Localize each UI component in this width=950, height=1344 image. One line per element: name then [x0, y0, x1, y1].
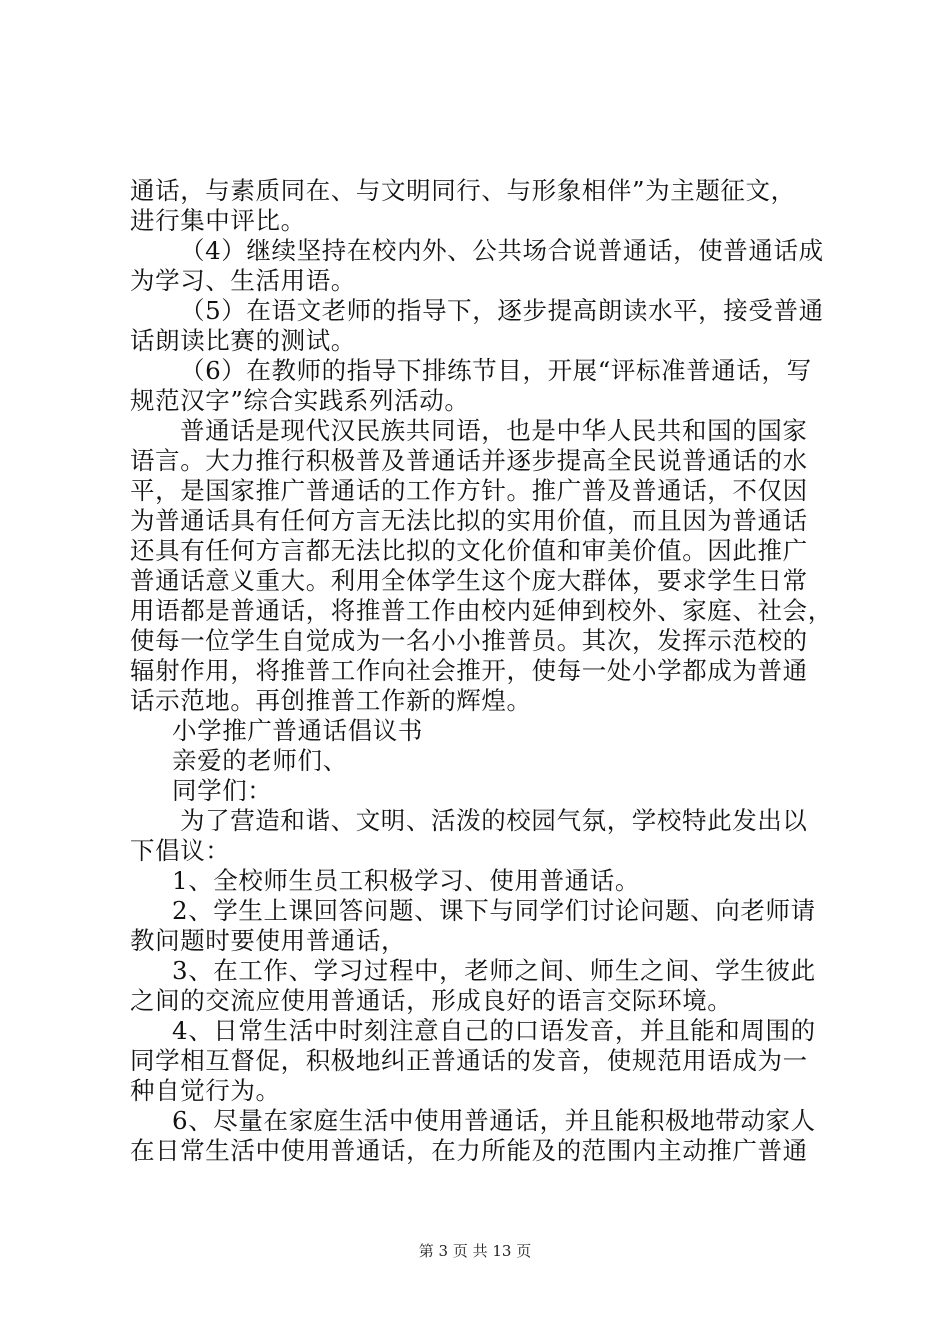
- text-line: 4、日常生活中时刻注意自己的口语发音，并且能和周围的: [172, 1016, 816, 1045]
- text-line: 为了营造和谐、文明、活泼的校园气氛，学校特此发出以: [180, 806, 808, 835]
- text-line: 普通话是现代汉民族共同语，也是中华人民共和国的国家: [180, 416, 808, 445]
- text-line: 话示范地。再创推普工作新的辉煌。: [130, 686, 532, 715]
- text-line: 进行集中评比。: [130, 206, 306, 235]
- text-line: 通话，与素质同在、与文明同行、与形象相伴”为主题征文，: [130, 176, 796, 205]
- text-line: 6、尽量在家庭生活中使用普通话，并且能积极地带动家人: [172, 1106, 816, 1135]
- text-line: 3、在工作、学习过程中，老师之间、师生之间、学生彼此: [172, 956, 816, 985]
- text-line: 1、全校师生员工积极学习、使用普通话。: [172, 866, 640, 895]
- text-line: 使每一位学生自觉成为一名小小推普员。其次，发挥示范校的: [130, 626, 808, 655]
- text-line: 在日常生活中使用普通话，在力所能及的范围内主动推广普通: [130, 1136, 808, 1165]
- text-line: 同学相互督促，积极地纠正普通话的发音，使规范用语成为一: [130, 1046, 808, 1075]
- text-line: （4）继续坚持在校内外、公共场合说普通话，使普通话成: [180, 236, 824, 265]
- text-line: 小学推广普通话倡议书: [172, 716, 423, 745]
- text-line: （6）在教师的指导下排练节目，开展“评标准普通话，写: [180, 356, 812, 385]
- text-line: 还具有任何方言都无法比拟的文化价值和审美价值。因此推广: [130, 536, 808, 565]
- text-line: 规范汉字”综合实践系列活动。: [130, 386, 470, 415]
- text-line: 话朗读比赛的测试。: [130, 326, 356, 355]
- text-line: 语言。大力推行积极普及普通话并逐步提高全民说普通话的水: [130, 446, 808, 475]
- text-line: 之间的交流应使用普通话，形成良好的语言交际环境。: [130, 986, 733, 1015]
- text-line: 亲爱的老师们、: [172, 746, 348, 775]
- text-line: 下倡议：: [130, 836, 231, 865]
- text-line: 2、学生上课回答问题、课下与同学们讨论问题、向老师请: [172, 896, 816, 925]
- page-footer: 第 3 页 共 13 页: [418, 1242, 532, 1260]
- text-line: 普通话意义重大。利用全体学生这个庞大群体，要求学生日常: [130, 566, 808, 595]
- text-line: 教问题时要使用普通话，: [130, 926, 407, 955]
- text-line: 同学们：: [172, 776, 273, 805]
- text-line: （5）在语文老师的指导下，逐步提高朗读水平，接受普通: [180, 296, 824, 325]
- text-line: 为普通话具有任何方言无法比拟的实用价值，而且因为普通话: [130, 506, 808, 535]
- text-line: 平，是国家推广普通话的工作方针。推广普及普通话，不仅因: [130, 476, 808, 505]
- document-body: [130, 176, 833, 1166]
- text-line: 为学习、生活用语。: [130, 266, 356, 295]
- text-line: 种自觉行为。: [130, 1076, 281, 1105]
- text-line: 用语都是普通话，将推普工作由校内延伸到校外、家庭、社会，: [130, 596, 833, 625]
- text-line: 辐射作用，将推普工作向社会推开，使每一处小学都成为普通: [130, 656, 808, 685]
